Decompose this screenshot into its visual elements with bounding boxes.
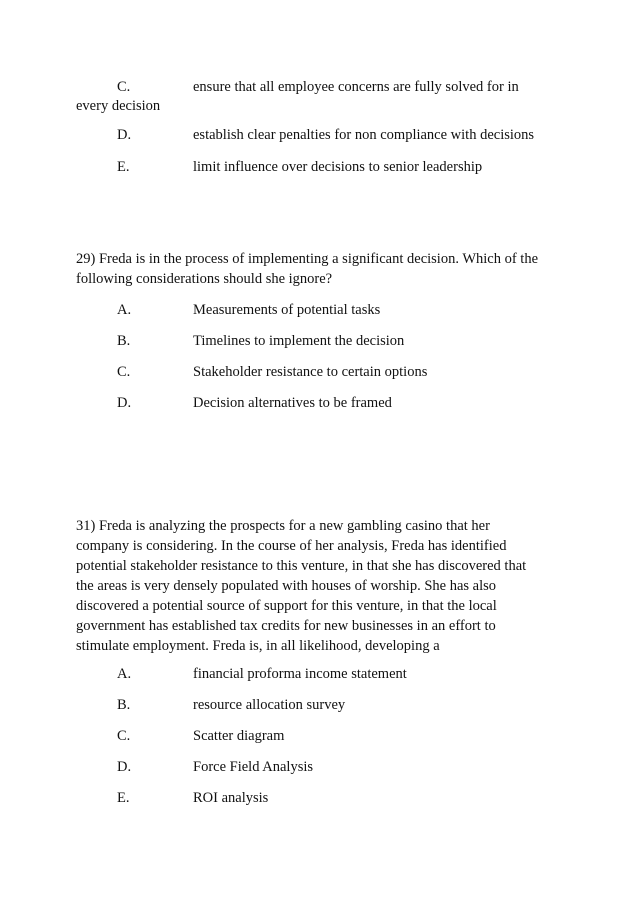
option-text: Measurements of potential tasks <box>193 302 381 318</box>
option-text: ROI analysis <box>193 790 269 806</box>
option-text-continuation: every decision <box>76 98 161 114</box>
option-text: Force Field Analysis <box>193 759 314 775</box>
option-text: limit influence over decisions to senior leadership <box>193 159 483 175</box>
option-text: ensure that all employee concerns are fully solved for in <box>193 79 519 95</box>
option-letter: A. <box>117 302 132 318</box>
question-text-line: discovered a potential source of support for this venture, in that the local <box>76 598 497 614</box>
option-letter: C. <box>117 728 131 744</box>
option-text: Decision alternatives to be framed <box>193 395 392 411</box>
option-text: Timelines to implement the decision <box>193 333 405 349</box>
question-text-line: government has established tax credits for new businesses in an effort to <box>76 618 496 634</box>
option-letter: D. <box>117 395 132 411</box>
option-letter: E. <box>117 159 130 175</box>
option-text: establish clear penalties for non compliance with decisions <box>193 127 535 143</box>
option-text: Stakeholder resistance to certain options <box>193 364 428 380</box>
option-letter: C. <box>117 364 131 380</box>
option-letter: E. <box>117 790 130 806</box>
option-letter: D. <box>117 759 132 775</box>
question-text-line: the areas is very densely populated with houses of worship. She has also <box>76 578 497 594</box>
question-text-line: company is considering. In the course of her analysis, Freda has identified <box>76 538 507 554</box>
option-letter: A. <box>117 666 132 682</box>
option-text: resource allocation survey <box>193 697 346 713</box>
question-text-line: stimulate employment. Freda is, in all likelihood, developing a <box>76 638 440 654</box>
option-text: Scatter diagram <box>193 728 285 744</box>
question-text-line: potential stakeholder resistance to this venture, in that she has discovered that <box>76 558 527 574</box>
option-letter: D. <box>117 127 132 143</box>
question-text-line: 31) Freda is analyzing the prospects for a new gambling casino that her <box>76 518 490 534</box>
option-letter: C. <box>117 79 131 95</box>
option-text: financial proforma income statement <box>193 666 407 682</box>
option-letter: B. <box>117 697 131 713</box>
question-text-line: 29) Freda is in the process of implementing a significant decision. Which of the <box>76 251 539 267</box>
question-text-line: following considerations should she ignore? <box>76 271 333 287</box>
option-letter: B. <box>117 333 131 349</box>
